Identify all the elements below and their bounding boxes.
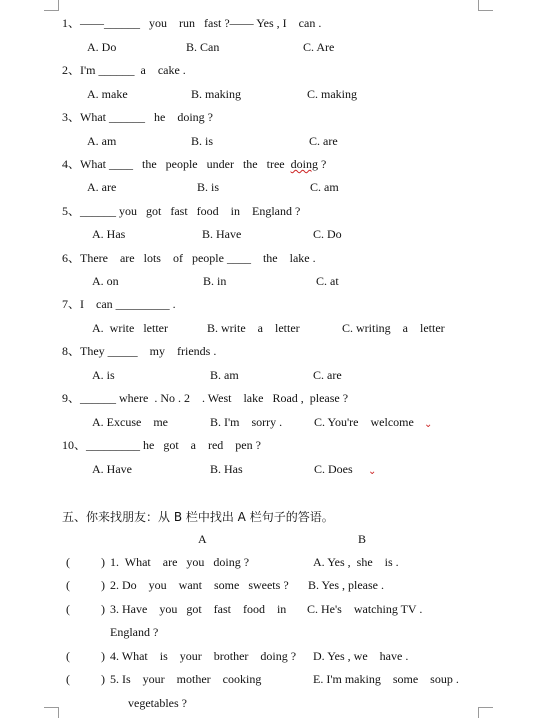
question-9-option-a: A. Excuse me bbox=[92, 415, 168, 429]
question-4-option-c: C. am bbox=[310, 180, 339, 194]
column-b-header: B bbox=[358, 532, 367, 546]
question-5-option-b: B. Have bbox=[202, 227, 242, 241]
question-10-option-a: A. Have bbox=[92, 462, 132, 476]
question-5-stem: 5、______ you got fast food in England ? bbox=[62, 204, 301, 218]
matching-a-item-5: 5. Is your mother cooking bbox=[110, 672, 262, 686]
question-1-option-b: B. Can bbox=[186, 40, 220, 54]
question-8-option-a: A. is bbox=[92, 368, 115, 382]
question-7-option-c: C. writing a letter bbox=[342, 321, 445, 335]
question-2-option-c: C. making bbox=[307, 87, 357, 101]
question-4-stem-before: 4、What ____ the people under the tree bbox=[62, 157, 291, 171]
question-4-option-a: A. are bbox=[87, 180, 117, 194]
answer-paren-close: ) bbox=[101, 649, 105, 663]
question-10-option-b: B. Has bbox=[210, 462, 243, 476]
matching-a-item-3-continued: England ? bbox=[110, 625, 159, 639]
answer-paren-open: ( bbox=[66, 672, 70, 686]
question-8-stem: 8、They _____ my friends . bbox=[62, 344, 217, 358]
red-edit-mark: ⌄ bbox=[424, 419, 433, 430]
section-5-title: 五、你来找朋友：从 B 栏中找出 A 栏句子的答语。 bbox=[62, 510, 334, 524]
question-7-option-b: B. write a letter bbox=[207, 321, 300, 335]
answer-paren-open: ( bbox=[66, 602, 70, 616]
matching-b-item-e: E. I'm making some soup . bbox=[313, 672, 459, 686]
question-2-stem: 2、I'm ______ a cake . bbox=[62, 63, 186, 77]
matching-a-item-3: 3. Have you got fast food in bbox=[110, 602, 287, 616]
crop-mark-bottom-right bbox=[478, 707, 493, 718]
question-3-option-b: B. is bbox=[191, 134, 214, 148]
question-1-stem: 1、——______ you run fast ?—— Yes , I can . bbox=[62, 16, 322, 30]
question-4-stem bbox=[62, 157, 326, 171]
question-1-option-c: C. Are bbox=[303, 40, 335, 54]
question-9-stem: 9、______ where . No . 2 . West lake Road , please ? bbox=[62, 391, 349, 405]
question-2-option-b: B. making bbox=[191, 87, 241, 101]
matching-b-item-c: C. He's watching TV . bbox=[307, 602, 423, 616]
answer-paren-close: ) bbox=[101, 578, 105, 592]
question-8-option-c: C. are bbox=[313, 368, 342, 382]
question-10-stem: 10、_________ he got a red pen ? bbox=[62, 438, 261, 452]
question-3-stem: 3、What ______ he doing ? bbox=[62, 110, 213, 124]
matching-a-item-5-continued: vegetables ? bbox=[128, 696, 187, 710]
question-7-stem: 7、I can _________ . bbox=[62, 297, 176, 311]
question-3-option-a: A. am bbox=[87, 134, 117, 148]
question-4-stem-after: ? bbox=[317, 157, 327, 171]
answer-paren-close: ) bbox=[101, 672, 105, 686]
question-8-option-b: B. am bbox=[210, 368, 239, 382]
crop-mark-bottom-left bbox=[44, 707, 59, 718]
question-5-option-a: A. Has bbox=[92, 227, 126, 241]
red-edit-mark: ⌄ bbox=[368, 466, 377, 477]
answer-paren-open: ( bbox=[66, 649, 70, 663]
column-a-header: A bbox=[198, 532, 207, 546]
question-3-option-c: C. are bbox=[309, 134, 338, 148]
answer-paren-open: ( bbox=[66, 555, 70, 569]
question-6-option-a: A. on bbox=[92, 274, 119, 288]
question-4-spellcheck-word: doing bbox=[290, 157, 318, 171]
answer-paren-close: ) bbox=[101, 602, 105, 616]
crop-mark-top-left bbox=[44, 0, 59, 11]
question-6-option-c: C. at bbox=[316, 274, 339, 288]
question-6-stem: 6、There are lots of people ____ the lake . bbox=[62, 251, 316, 265]
question-1-option-a: A. Do bbox=[87, 40, 117, 54]
answer-paren-close: ) bbox=[101, 555, 105, 569]
matching-b-item-a: A. Yes , she is . bbox=[313, 555, 399, 569]
question-7-option-a: A. write letter bbox=[92, 321, 168, 335]
answer-paren-open: ( bbox=[66, 578, 70, 592]
question-6-option-b: B. in bbox=[203, 274, 227, 288]
matching-b-item-d: D. Yes , we have . bbox=[313, 649, 409, 663]
question-9-option-b: B. I'm sorry . bbox=[210, 415, 283, 429]
matching-a-item-4: 4. What is your brother doing ? bbox=[110, 649, 297, 663]
question-9-option-c: C. You're welcome bbox=[314, 415, 414, 429]
matching-b-item-b: B. Yes , please . bbox=[308, 578, 385, 592]
question-2-option-a: A. make bbox=[87, 87, 128, 101]
question-4-option-b: B. is bbox=[197, 180, 220, 194]
matching-a-item-2: 2. Do you want some sweets ? bbox=[110, 578, 289, 592]
crop-mark-top-right bbox=[478, 0, 493, 11]
matching-a-item-1: 1. What are you doing ? bbox=[110, 555, 250, 569]
question-10-option-c: C. Does bbox=[314, 462, 353, 476]
question-5-option-c: C. Do bbox=[313, 227, 342, 241]
